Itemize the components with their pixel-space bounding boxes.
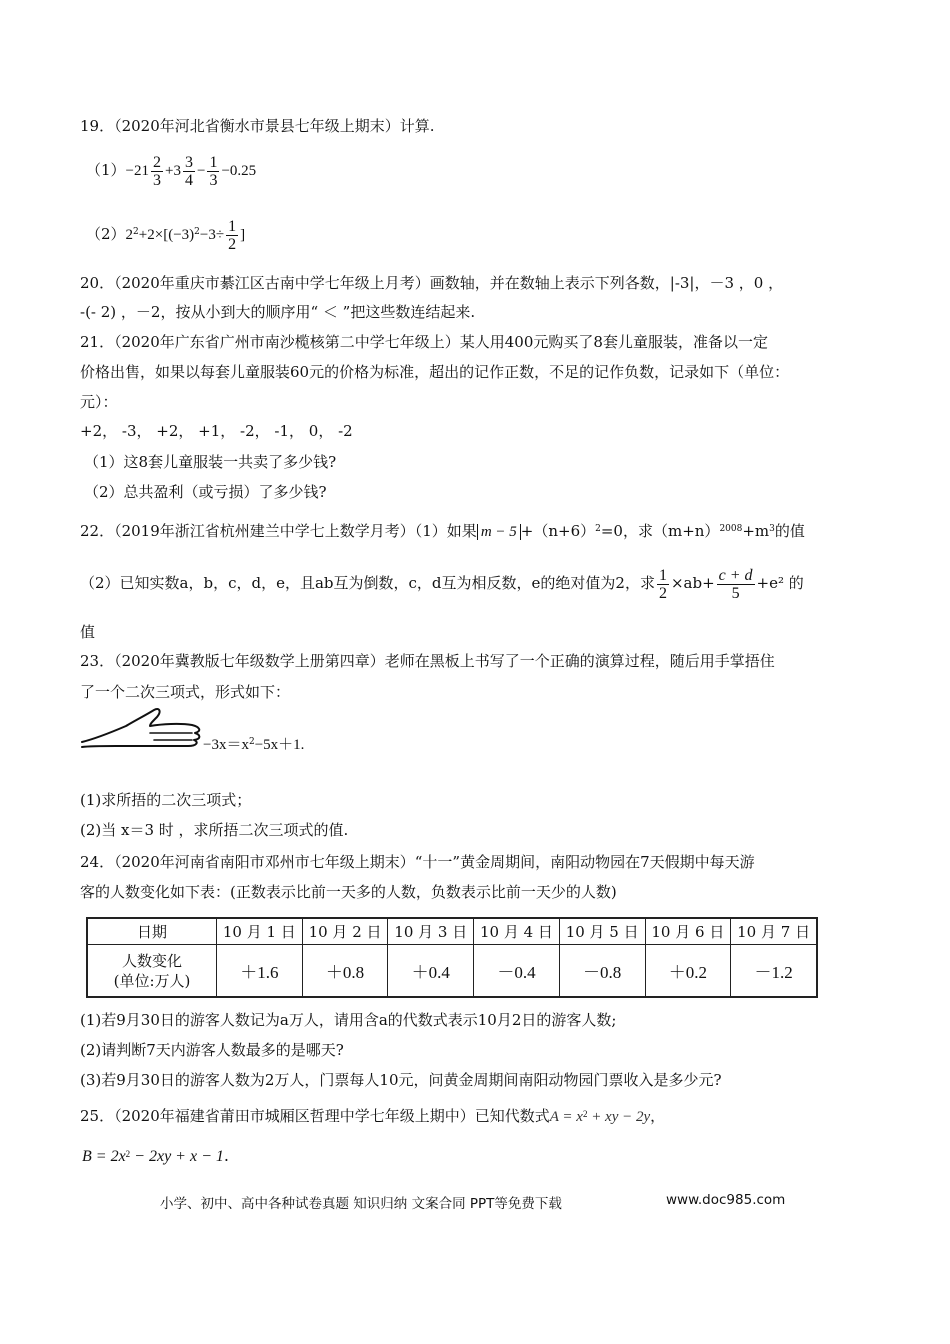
equation-left: −3x＝x — [203, 737, 249, 753]
table-header-cell: 10 月 6 日 — [645, 918, 731, 945]
q25-line1 — [80, 1106, 665, 1127]
table-header-cell: 日期 — [87, 918, 217, 945]
q25-text: ， — [650, 1107, 666, 1125]
visitor-change-table — [86, 917, 818, 998]
fraction — [183, 154, 195, 189]
q23-line2: 了一个二次三项式，形式如下： — [80, 683, 291, 701]
table-header-cell: 10 月 1 日 — [217, 918, 303, 945]
numerator: 1 — [228, 217, 237, 235]
numerator: 1 — [209, 153, 218, 171]
q24-sub3: (3)若9月30日的游客人数为2万人，门票每人10元，问黄金周期间南阳动物园门票收入是多少元? — [80, 1071, 722, 1089]
q24-line1: 24．（2020年河南省南阳市邓州市七年级上期末）“十一”黄金周期间，南阳动物园在7天假期中每天游 — [80, 853, 755, 871]
q21-line1: 21．（2020年广东省广州市南沙榄核第二中学七年级上）某人用400元购买了8套儿童服装，准备以一定 — [80, 333, 768, 351]
expr-B-rest: − 2xy + x − 1 — [130, 1148, 224, 1165]
fraction — [207, 154, 219, 189]
q19-part2-label: （2） — [86, 225, 126, 243]
q19-part1 — [86, 152, 256, 189]
q25-text: 25．（2020年福建省莆田市城厢区哲理中学七年级上期中）已知代数式 — [80, 1107, 550, 1125]
expr-term: 2 — [125, 227, 134, 243]
table-row-label — [87, 945, 217, 998]
table-header-row — [87, 918, 817, 945]
table-header-cell: 10 月 3 日 — [388, 918, 474, 945]
expr-term: +3 — [165, 163, 181, 179]
q22-text: +（n+6） — [520, 522, 596, 540]
exponent: 3 — [769, 524, 775, 534]
denominator: 2 — [228, 235, 237, 253]
q25-line2 — [82, 1146, 229, 1167]
q23-line1: 23．（2020年冀教版七年级数学上册第四章）老师在黑板上书写了一个正确的演算过程，随后用手掌捂住 — [80, 652, 775, 670]
footer-text: 小学、初中、高中各种试卷真题 知识归纳 文案合同 PPT等免费下载 — [160, 1196, 562, 1212]
expr-A-rest: + xy − 2y — [587, 1109, 651, 1125]
row-label-line: (单位:万人) — [113, 971, 191, 990]
q22-text: 22．（2019年浙江省杭州建兰中学七上数学月考）（1）如果 — [80, 522, 477, 540]
q19-part2 — [86, 214, 245, 255]
q21-line2: 价格出售，如果以每套儿童服装60元的价格为标准，超出的记作正数，不足的记作负数，记录如下（单位： — [80, 363, 790, 381]
table-cell: ＋0.2 — [645, 945, 731, 998]
numerator: c + d — [718, 566, 753, 584]
exponent: 2 — [595, 524, 601, 534]
q22-text: +m — [742, 522, 770, 540]
abs-value: m − 5 — [477, 524, 521, 540]
exponent: 2 — [582, 1109, 588, 1119]
q24-sub2: (2)请判断7天内游客人数最多的是哪天? — [80, 1041, 344, 1059]
table-cell: －0.8 — [559, 945, 645, 998]
denominator: 3 — [209, 171, 218, 189]
q22-line1 — [80, 521, 805, 542]
equation-right: −5x＋1. — [254, 737, 305, 753]
q21-values: +2， -3， +2， +1， -2， -1， 0， -2 — [80, 422, 353, 440]
denominator: 5 — [731, 584, 740, 602]
q23-sub2: (2)当 x＝3 时 ，求所捂二次三项式的值. — [80, 821, 349, 839]
fraction — [657, 567, 669, 602]
table-cell: －0.4 — [474, 945, 560, 998]
expr-term: −3÷ — [199, 227, 225, 243]
fraction — [226, 218, 238, 253]
table-cell: ＋0.4 — [388, 945, 474, 998]
q22-text: ×ab+ — [670, 574, 715, 592]
exponent: 2008 — [719, 524, 743, 534]
q24-line2: 客的人数变化如下表：(正数表示比前一天多的人数，负数表示比前一天少的人数) — [80, 883, 617, 901]
q22-text: +e² 的 — [756, 574, 804, 592]
q19-part1-label: （1） — [86, 161, 126, 179]
q21-line3: 元）： — [80, 393, 118, 411]
table-header-cell: 10 月 2 日 — [302, 918, 388, 945]
expr-term: −21 — [125, 163, 150, 179]
expr-term: −0.25 — [221, 163, 257, 179]
q22-text: 的值 — [774, 522, 805, 540]
q23-sub1: (1)求所捂的二次三项式； — [80, 791, 252, 809]
denominator: 3 — [153, 171, 162, 189]
hand-drawing — [80, 706, 206, 748]
row-label-line: 人数变化 — [121, 951, 182, 970]
q22-line3: 值 — [80, 623, 96, 641]
q20-line2: -(- 2) ，－2，按从小到大的顺序用“ ＜ ”把这些数连结起来. — [80, 303, 476, 321]
expr-term: − — [196, 163, 206, 179]
fraction — [151, 154, 163, 189]
numerator: 1 — [658, 566, 667, 584]
q23-equation — [203, 734, 304, 755]
exponent: 2 — [194, 227, 200, 237]
expr-A: A = x — [549, 1109, 583, 1125]
q21-sub1: （1）这8套儿童服装一共卖了多少钱? — [84, 453, 337, 471]
table-cell: ＋0.8 — [302, 945, 388, 998]
q22-text: （2）已知实数a，b，c，d，e，且ab互为倒数，c，d互为相反数，e的绝对值为2，求 — [80, 574, 655, 592]
denominator: 2 — [658, 584, 667, 602]
numerator: 2 — [153, 153, 162, 171]
q22-line2 — [80, 562, 804, 604]
expr-term: +2×[(−3) — [138, 227, 195, 243]
q22-text: =0，求（m+n） — [600, 522, 720, 540]
fraction — [717, 567, 755, 602]
numerator: 3 — [184, 153, 193, 171]
table-header-cell: 10 月 5 日 — [559, 918, 645, 945]
table-cell: －1.2 — [731, 945, 817, 998]
q21-sub2: （2）总共盈利（或亏损）了多少钱? — [84, 483, 327, 501]
q20-line1: 20．（2020年重庆市綦江区古南中学七年级上月考）画数轴，并在数轴上表示下列各数，|-3|，－3 ，0 ， — [80, 274, 784, 292]
table-header-cell: 10 月 7 日 — [731, 918, 817, 945]
exponent: 2 — [125, 1149, 131, 1159]
footer-site-link[interactable]: www.doc985.com — [666, 1192, 786, 1208]
table-header-cell: 10 月 4 日 — [474, 918, 560, 945]
q24-sub1: (1)若9月30日的游客人数记为a万人，请用含a的代数式表示10月2日的游客人数; — [80, 1011, 617, 1029]
q25-text: . — [223, 1146, 229, 1165]
exponent: 2 — [248, 737, 255, 747]
expr-B: B = 2x — [82, 1148, 126, 1165]
table-cell: ＋1.6 — [217, 945, 303, 998]
exponent: 2 — [133, 227, 139, 237]
expr-term: ] — [240, 227, 246, 243]
denominator: 4 — [184, 171, 193, 189]
table-row — [87, 945, 817, 998]
q19-title: 19．（2020年河北省衡水市景县七年级上期末）计算. — [80, 117, 435, 135]
